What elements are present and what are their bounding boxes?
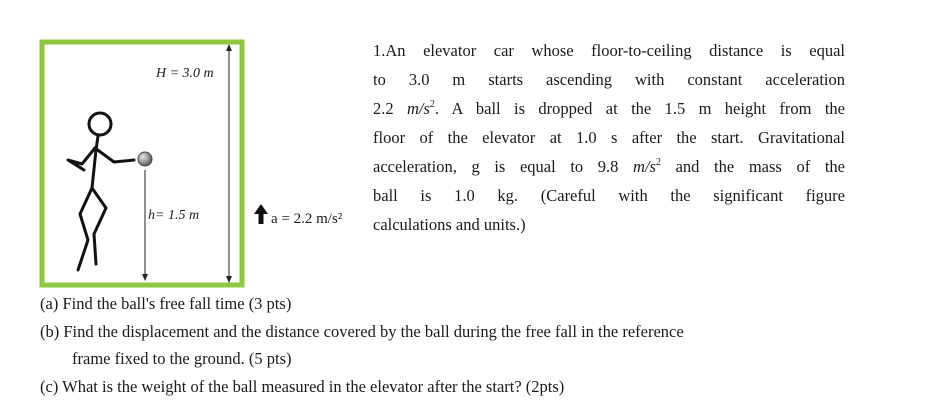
question-a: (a) Find the ball's free fall time (3 pts) (40, 294, 292, 313)
problem-statement (373, 36, 845, 239)
ball (138, 152, 152, 166)
problem-line: ball is 1.0 kg. (Careful with the significant figure (373, 186, 845, 205)
question-b: (b) Find the displacement and the distance covered by the ball during the free fall in the reference (40, 321, 684, 341)
question-list (40, 290, 860, 400)
unit-acceleration: m/s (407, 99, 430, 118)
ball-height-label: h= 1.5 m (148, 208, 200, 223)
stick-figure (68, 113, 134, 270)
problem-line: 2.2 $m/s^2$. A ball is dropped at the 1.5 m height from the (373, 99, 845, 118)
elevator-drawing (38, 38, 248, 288)
unit-gravity: m/s (633, 157, 656, 176)
problem-line: to 3.0 m starts ascending with constant acceleration (373, 70, 845, 89)
acceleration-label: a = 2.2 m/s² (271, 211, 343, 227)
acceleration-arrow-icon (254, 204, 268, 224)
question-c: (c) What is the weight of the ball measured in the elevator after the start? (2pts) (40, 376, 565, 396)
height-label: H = 3.0 m (156, 66, 214, 81)
problem-line: acceleration, g is equal to 9.8 $m/s^2$ and the mass of the (373, 157, 846, 176)
elevator-diagram (38, 38, 248, 288)
question-b-continued: frame fixed to the ground. (5 pts) (72, 349, 292, 368)
problem-line: calculations and units.) (373, 215, 526, 234)
problem-line: 1.An elevator car whose floor-to-ceiling distance is equal (373, 41, 845, 60)
problem-line: floor of the elevator at 1.0 s after the start. Gravitational (373, 128, 845, 147)
